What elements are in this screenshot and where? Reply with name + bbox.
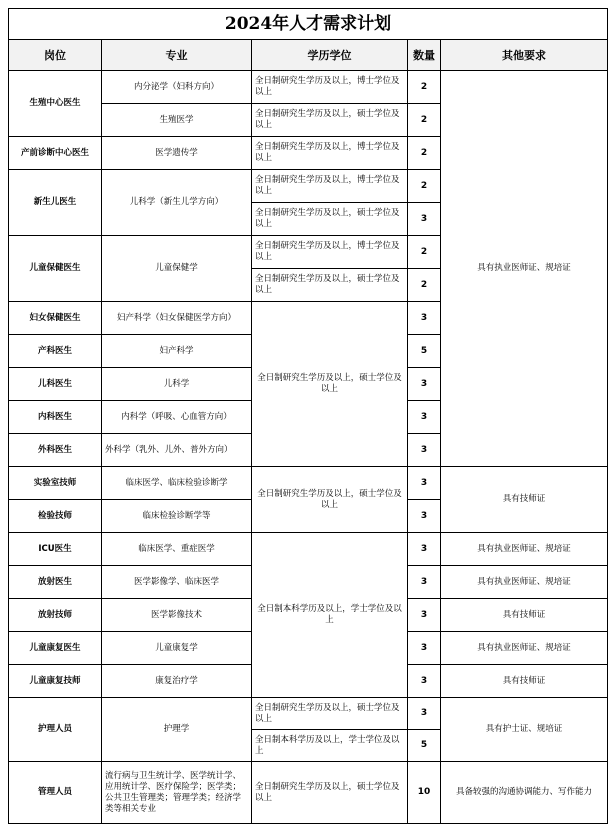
header-position: 岗位 [9,40,102,71]
degree-cell: 全日制研究生学历及以上，硕士学位及以上 [252,698,408,730]
count-cell: 2 [408,236,441,269]
count-cell: 2 [408,71,441,104]
position-cell: 产科医生 [9,335,102,368]
table-row [9,533,608,566]
position-cell: 管理人员 [9,762,102,824]
table-row [9,71,608,104]
degree-cell: 全日制研究生学历及以上，博士学位及以上 [252,170,408,203]
degree-cell: 全日制本科学历及以上，学士学位及以上 [252,730,408,762]
requirement-cell: 具有技师证 [441,599,608,632]
count-cell: 5 [408,335,441,368]
count-cell: 3 [408,533,441,566]
count-cell: 3 [408,368,441,401]
requirement-cell: 具有执业医师证、规培证 [441,71,608,467]
header-count: 数量 [408,40,441,71]
count-cell: 3 [408,467,441,500]
position-cell: 儿童康复医生 [9,632,102,665]
count-cell: 3 [408,302,441,335]
header-row [9,40,608,71]
recruitment-table [8,8,608,824]
major-cell: 儿科学（新生儿学方向） [102,170,252,236]
count-cell: 2 [408,137,441,170]
table-row [9,698,608,730]
header-major: 专业 [102,40,252,71]
major-cell: 临床医学、重症医学 [102,533,252,566]
position-cell: 新生儿医生 [9,170,102,236]
position-cell: 产前诊断中心医生 [9,137,102,170]
position-cell: 放射技师 [9,599,102,632]
major-cell: 医学影像技术 [102,599,252,632]
major-cell: 生殖医学 [102,104,252,137]
position-cell: ICU医生 [9,533,102,566]
header-other: 其他要求 [441,40,608,71]
requirement-cell: 具有执业医师证、规培证 [441,632,608,665]
requirement-cell: 具有执业医师证、规培证 [441,566,608,599]
position-cell: 妇女保健医生 [9,302,102,335]
degree-cell: 全日制研究生学历及以上，硕士学位及以上 [252,762,408,824]
count-cell: 3 [408,566,441,599]
count-cell: 3 [408,599,441,632]
major-cell: 医学遗传学 [102,137,252,170]
degree-cell: 全日制研究生学历及以上，博士学位及以上 [252,137,408,170]
degree-cell: 全日制研究生学历及以上，硕士学位及以上 [252,467,408,533]
count-cell: 3 [408,434,441,467]
major-cell: 医学影像学、临床医学 [102,566,252,599]
degree-cell: 全日制研究生学历及以上，硕士学位及以上 [252,269,408,302]
major-cell: 临床医学、临床检验诊断学 [102,467,252,500]
count-cell: 3 [408,698,441,730]
major-cell: 妇产科学 [102,335,252,368]
major-cell: 儿童康复学 [102,632,252,665]
count-cell: 2 [408,170,441,203]
requirement-cell: 具备较强的沟通协调能力、写作能力 [441,762,608,824]
table-row [9,467,608,500]
major-cell: 儿童保健学 [102,236,252,302]
recruitment-plan [8,8,607,824]
major-cell: 流行病与卫生统计学、医学统计学、应用统计学、医疗保险学；医学类；公共卫生管理类；管理学类；经济学类等相关专业 [102,762,252,824]
major-cell: 康复治疗学 [102,665,252,698]
major-cell: 妇产科学（妇女保健医学方向） [102,302,252,335]
degree-cell: 全日制研究生学历及以上，硕士学位及以上 [252,302,408,467]
degree-cell: 全日制研究生学历及以上，博士学位及以上 [252,71,408,104]
major-cell: 内科学（呼吸、心血管方向） [102,401,252,434]
degree-cell: 全日制研究生学历及以上，硕士学位及以上 [252,203,408,236]
header-degree: 学历学位 [252,40,408,71]
position-cell: 实验室技师 [9,467,102,500]
table-title: 2024年人才需求计划 [9,9,608,40]
requirement-cell: 具有技师证 [441,467,608,533]
count-cell: 3 [408,665,441,698]
position-cell: 放射医生 [9,566,102,599]
major-cell: 护理学 [102,698,252,762]
major-cell: 外科学（乳外、儿外、普外方向） [102,434,252,467]
degree-cell: 全日制研究生学历及以上，硕士学位及以上 [252,104,408,137]
count-cell: 3 [408,500,441,533]
table-row [9,762,608,824]
requirement-cell: 具有护士证、规培证 [441,698,608,762]
count-cell: 3 [408,203,441,236]
count-cell: 5 [408,730,441,762]
position-cell: 外科医生 [9,434,102,467]
count-cell: 10 [408,762,441,824]
major-cell: 临床检验诊断学等 [102,500,252,533]
position-cell: 儿童康复技师 [9,665,102,698]
position-cell: 生殖中心医生 [9,71,102,137]
count-cell: 3 [408,401,441,434]
count-cell: 2 [408,269,441,302]
position-cell: 儿童保健医生 [9,236,102,302]
count-cell: 2 [408,104,441,137]
degree-cell: 全日制研究生学历及以上，博士学位及以上 [252,236,408,269]
major-cell: 儿科学 [102,368,252,401]
position-cell: 儿科医生 [9,368,102,401]
count-cell: 3 [408,632,441,665]
major-cell: 内分泌学（妇科方向） [102,71,252,104]
position-cell: 护理人员 [9,698,102,762]
position-cell: 检验技师 [9,500,102,533]
requirement-cell: 具有技师证 [441,665,608,698]
position-cell: 内科医生 [9,401,102,434]
degree-cell: 全日制本科学历及以上，学士学位及以上 [252,533,408,698]
requirement-cell: 具有执业医师证、规培证 [441,533,608,566]
